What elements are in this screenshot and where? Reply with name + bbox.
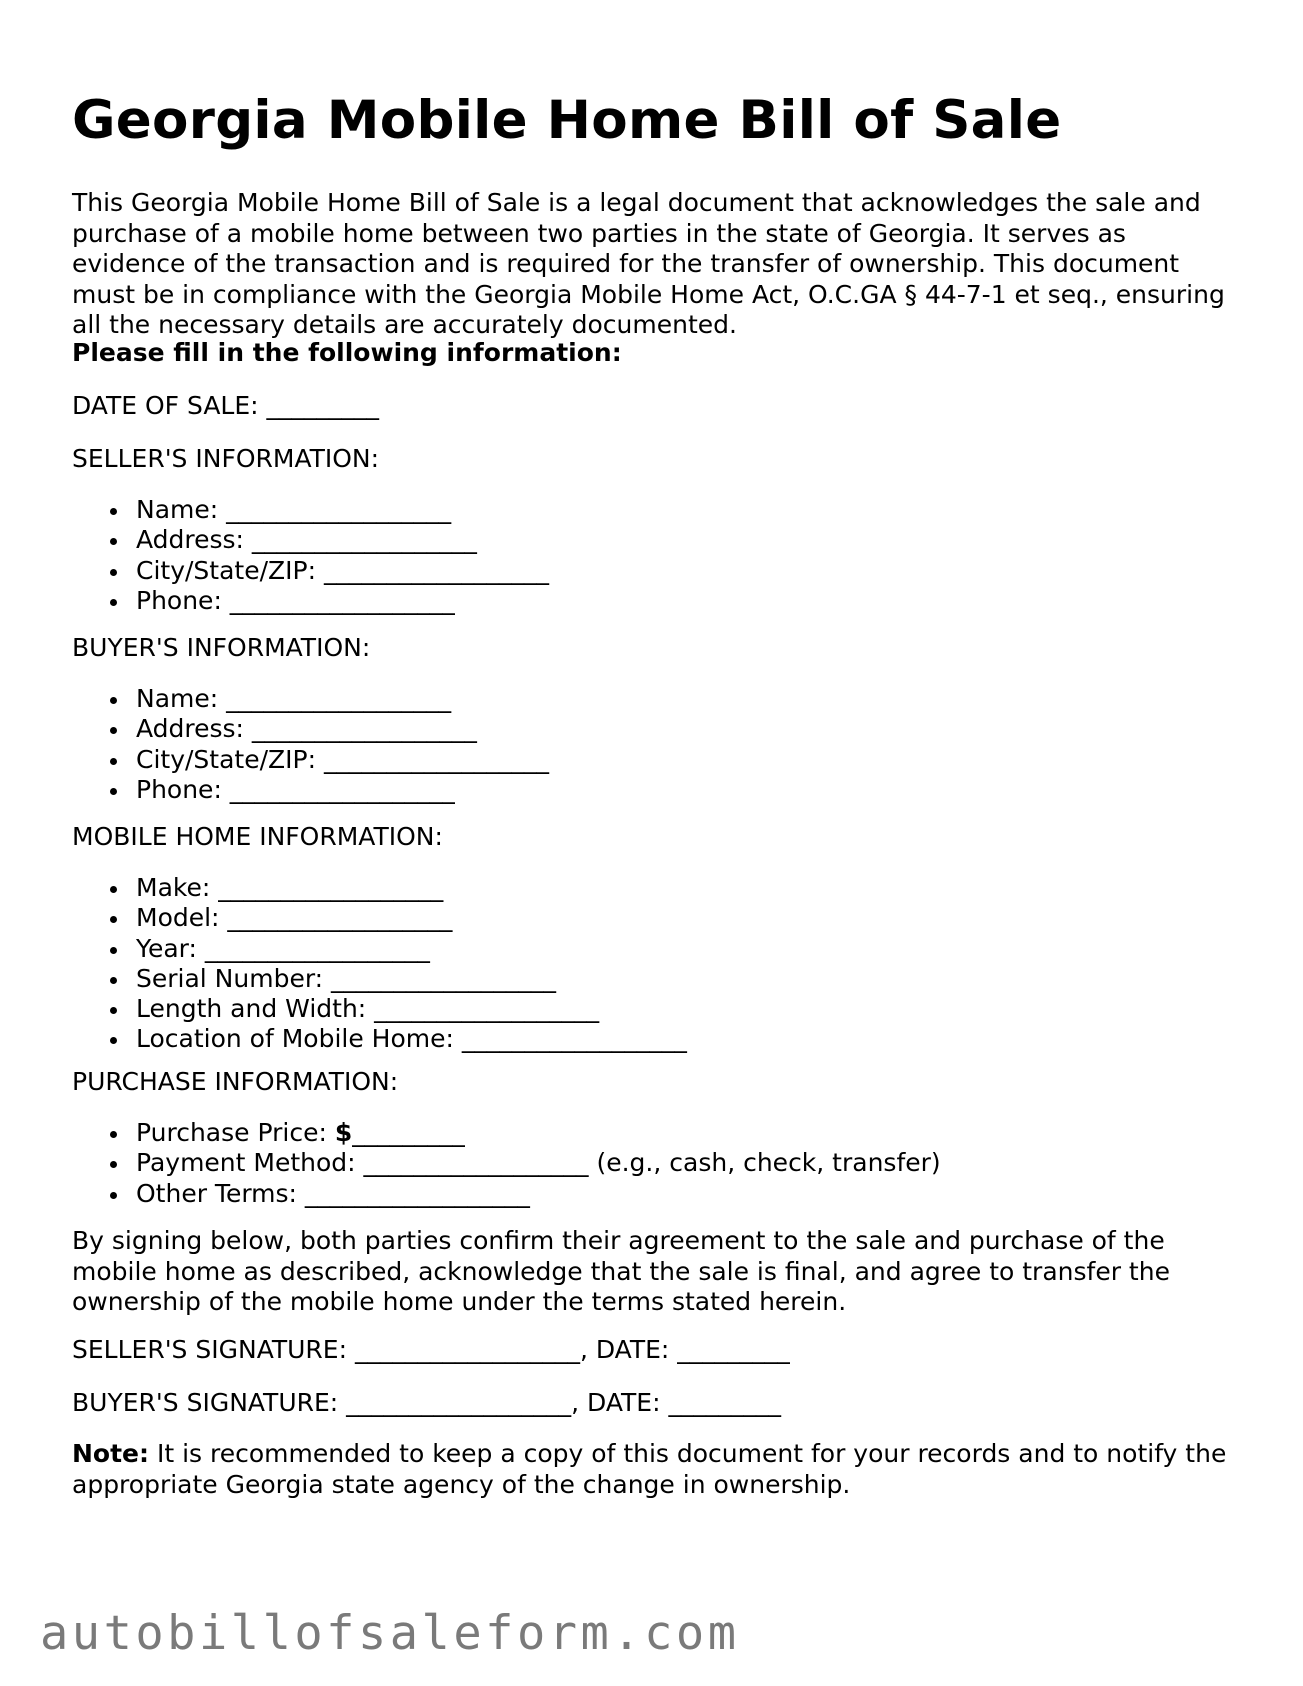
buyer-city-state-zip-field: City/State/ZIP: __________________ [136,744,549,774]
purchase-price-field [136,1118,941,1148]
seller-heading: SELLER'S INFORMATION: [72,444,380,473]
seller-fields [72,495,549,616]
dollar-sign: $ [334,1118,353,1147]
buyer-name-field: Name: __________________ [136,684,549,714]
make-field: Make: __________________ [136,873,687,903]
purchase-heading: PURCHASE INFORMATION: [72,1067,399,1096]
fill-prompt: Please fill in the following information: [72,338,622,367]
seller-address-field: Address: __________________ [136,525,549,555]
model-field: Model: __________________ [136,903,687,933]
note-text: It is recommended to keep a copy of this document for your records and to notify the appropriate Georgia state agency of the change in ownership. [72,1439,1227,1499]
length-width-field: Length and Width: __________________ [136,994,687,1024]
buyer-signature-line: BUYER'S SIGNATURE: __________________, DATE: _________ [72,1388,781,1417]
other-terms-field: Other Terms: __________________ [136,1179,941,1209]
intro-paragraph: This Georgia Mobile Home Bill of Sale is a legal document that acknowledges the sale and purchase of a mobile home between two parties in the state of Georgia. It serves as evidence of the transaction and is required for the transfer of ownership. This document must be in compliance with the Georgia Mobile Home Act, O.C.GA § 44-7-1 et seq., ensuring all the necessary details are accurately documented. [72,188,1225,339]
year-field: Year: __________________ [136,934,687,964]
seller-name-field: Name: __________________ [136,495,549,525]
seller-city-state-zip-field: City/State/ZIP: __________________ [136,555,549,585]
seller-signature-line: SELLER'S SIGNATURE: __________________, DATE: _________ [72,1335,790,1364]
buyer-heading: BUYER'S INFORMATION: [72,633,371,662]
serial-number-field: Serial Number: __________________ [136,964,687,994]
purchase-price-blank: _________ [352,1118,465,1147]
watermark-text: autobillofsaleform.com [40,1606,740,1661]
note-paragraph [72,1439,1232,1500]
note-label: Note: [72,1439,150,1468]
payment-method-field: Payment Method: __________________ (e.g., cash, check, transfer) [136,1148,941,1178]
seller-phone-field: Phone: __________________ [136,586,549,616]
mobile-home-fields [72,873,687,1055]
location-field: Location of Mobile Home: __________________ [136,1024,687,1054]
agreement-paragraph: By signing below, both parties confirm their agreement to the sale and purchase of the mobile home as described, acknowledge that the sale is final, and agree to transfer the ownership of the mobile home under the terms stated herein. [72,1226,1170,1316]
purchase-price-label: Purchase Price: [136,1118,335,1147]
date-of-sale-field: DATE OF SALE: _________ [72,391,380,420]
buyer-phone-field: Phone: __________________ [136,775,549,805]
page-title: Georgia Mobile Home Bill of Sale [72,90,1062,151]
purchase-fields [72,1118,941,1209]
buyer-fields [72,684,549,805]
mobile-home-heading: MOBILE HOME INFORMATION: [72,822,443,851]
buyer-address-field: Address: __________________ [136,714,549,744]
